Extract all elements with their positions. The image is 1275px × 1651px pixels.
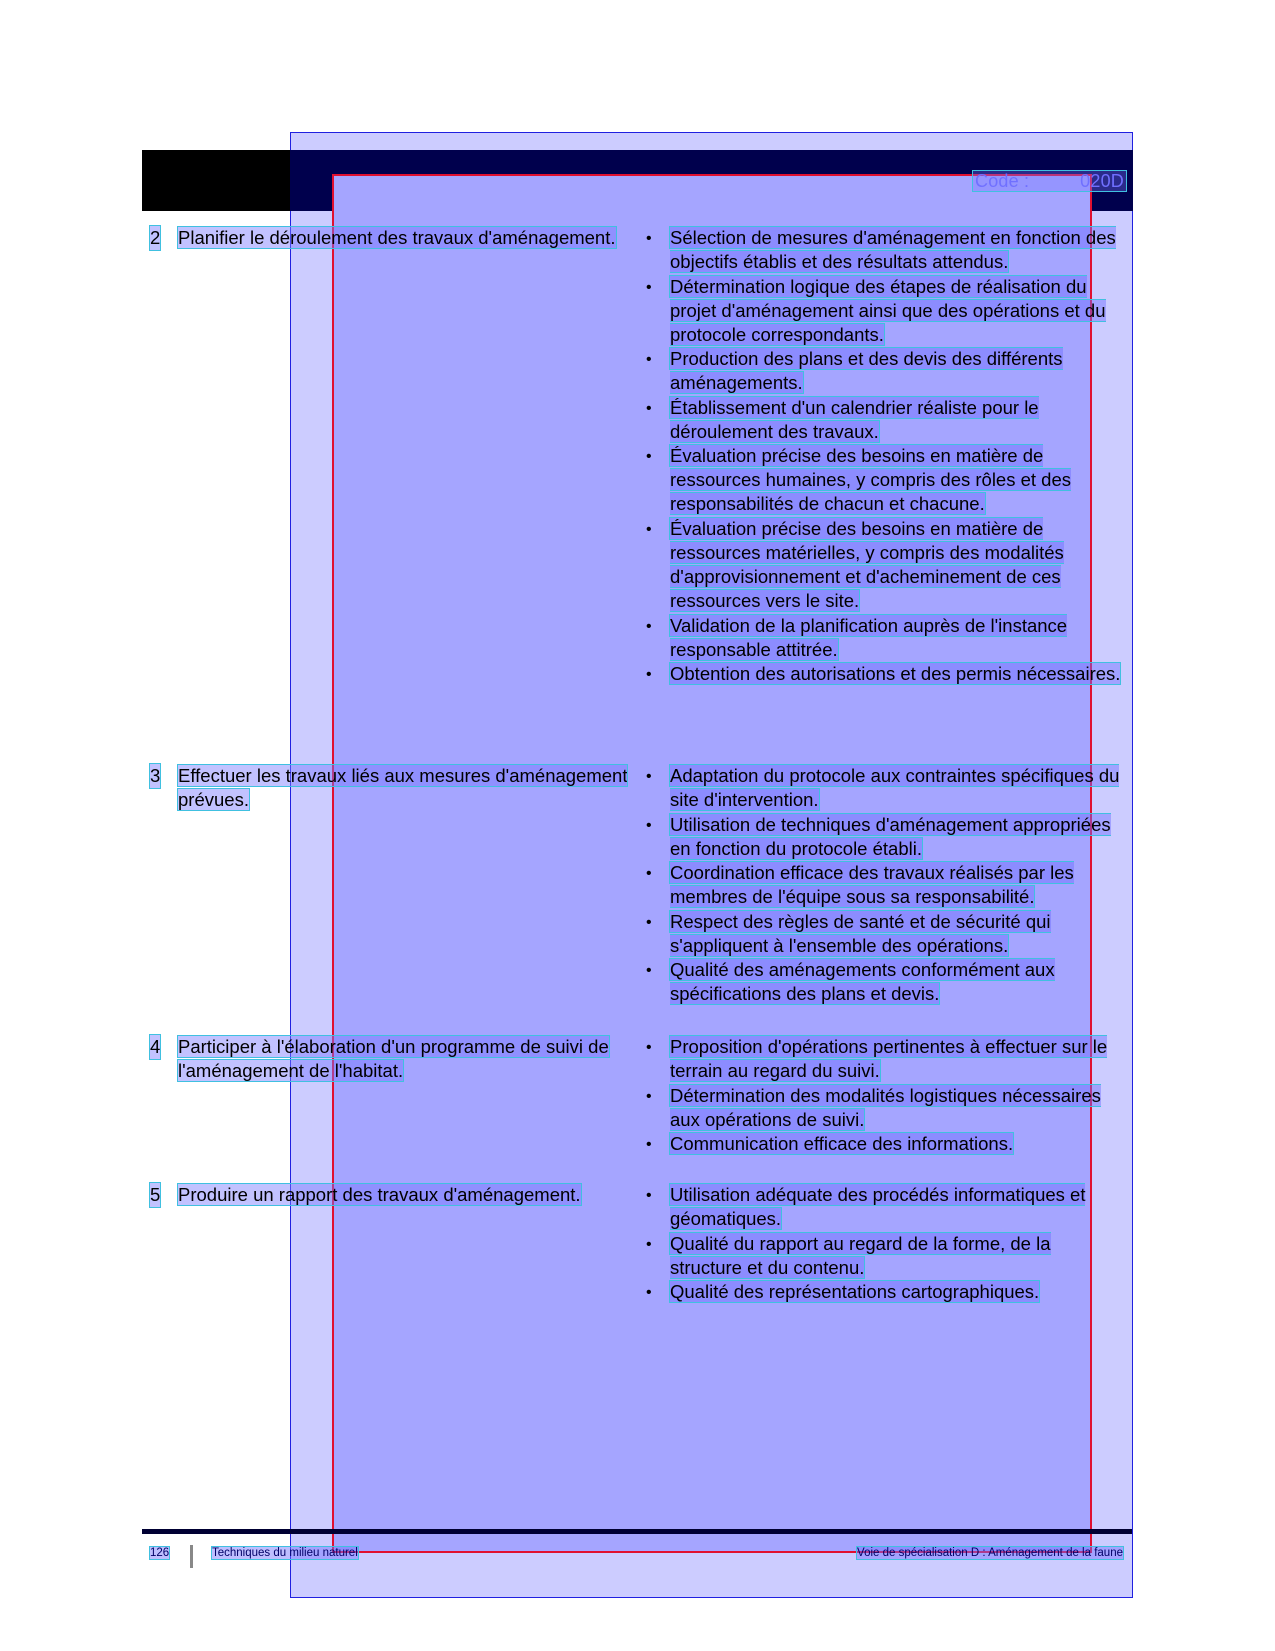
- bullet-icon: •: [646, 865, 652, 883]
- list-item: • Adaptation du protocole aux contraintes spécifiques du site d'intervention.: [646, 765, 1120, 810]
- bullet-icon: •: [646, 962, 652, 980]
- list-item: • Validation de la planification auprès de l'instance responsable attitrée.: [646, 614, 1068, 660]
- list-item: • Utilisation de techniques d'aménagement appropriées en fonction du protocole établi.: [646, 813, 1111, 859]
- list-item: • Respect des règles de santé et de sécurité qui s'appliquent à l'ensemble des opérations.: [646, 910, 1051, 956]
- step-number: 5: [150, 1184, 161, 1205]
- bullet-icon: •: [646, 666, 652, 684]
- bullet-icon: •: [646, 1136, 652, 1154]
- footer-rule: [142, 1529, 1132, 1534]
- footer-specialization: Voie de spécialisation D : Aménagement de la faune: [857, 1547, 1123, 1559]
- list-item: • Sélection de mesures d'aménagement en fonction des objectifs établis et des résultats attendus.: [646, 227, 1116, 272]
- list-item: • Coordination efficace des travaux réalisés par les membres de l'équipe sous sa responsabilité.: [646, 862, 1074, 908]
- bullet-icon: •: [646, 230, 652, 247]
- footer-separator: [190, 1545, 193, 1568]
- criteria-list-3: [644, 764, 1124, 1007]
- list-item: • Obtention des autorisations et des permis nécessaires.: [644, 662, 1124, 686]
- bullet-icon: •: [646, 1284, 652, 1302]
- bullet-icon: •: [646, 816, 652, 834]
- footer-program: Techniques du milieu naturel: [212, 1547, 358, 1559]
- list-item: • Qualité des représentations cartographiques.: [644, 1280, 1124, 1304]
- competency-code: [972, 170, 1127, 192]
- list-item: • Communication efficace des informations.: [644, 1132, 1124, 1156]
- criteria-list-4: [644, 1035, 1124, 1157]
- bullet-icon: •: [646, 399, 652, 417]
- list-item: • Proposition d'opérations pertinentes à effectuer sur le terrain au regard du suivi.: [646, 1036, 1108, 1081]
- bullet-icon: •: [646, 913, 652, 931]
- list-item: • Détermination des modalités logistiques nécessaires aux opérations de suivi.: [646, 1084, 1101, 1130]
- bullet-icon: •: [646, 1235, 652, 1253]
- list-item: • Utilisation adéquate des procédés informatiques et géomatiques.: [646, 1184, 1086, 1229]
- step-number: 3: [150, 765, 161, 786]
- step-number: 2: [150, 227, 161, 248]
- list-item: • Établissement d'un calendrier réaliste pour le déroulement des travaux.: [646, 396, 1039, 442]
- step-text: Effectuer les travaux liés aux mesures d'aménagement prévues.: [178, 765, 628, 810]
- criteria-list-5: [644, 1183, 1124, 1305]
- step-text: Produire un rapport des travaux d'aménagement.: [178, 1184, 581, 1205]
- list-item: • Qualité des aménagements conformément aux spécifications des plans et devis.: [646, 959, 1055, 1005]
- bullet-icon: •: [646, 1039, 652, 1056]
- bullet-icon: •: [646, 278, 652, 296]
- list-item: • Évaluation précise des besoins en matière de ressources humaines, y compris des rôles et des responsabilités de chacun et chacune.: [646, 445, 1072, 515]
- list-item: • Qualité du rapport au regard de la forme, de la structure et du contenu.: [646, 1232, 1051, 1278]
- bullet-icon: •: [646, 520, 652, 538]
- step-text: Planifier le déroulement des travaux d'aménagement.: [178, 227, 616, 248]
- bullet-icon: •: [646, 1187, 652, 1204]
- bullet-icon: •: [646, 617, 652, 635]
- bullet-icon: •: [646, 448, 652, 466]
- code-value: 020D: [1080, 171, 1124, 191]
- list-item: • Évaluation précise des besoins en matière de ressources matérielles, y compris des modalités d'approvisionnement et d'acheminement de ces ressources vers le site.: [646, 517, 1064, 611]
- code-prefix: Code :: [975, 171, 1030, 191]
- bullet-icon: •: [646, 351, 652, 369]
- bullet-icon: •: [646, 1087, 652, 1105]
- bullet-icon: •: [646, 768, 652, 785]
- step-text: Participer à l'élaboration d'un programme de suivi de l'aménagement de l'habitat.: [178, 1036, 609, 1081]
- criteria-list-2: [644, 226, 1124, 687]
- step-number: 4: [150, 1036, 161, 1057]
- list-item: • Production des plans et des devis des différents aménagements.: [646, 348, 1063, 394]
- list-item: • Détermination logique des étapes de réalisation du projet d'aménagement ainsi que des opérations et du protocole correspondants.: [646, 275, 1106, 345]
- page-number: 126: [150, 1547, 170, 1559]
